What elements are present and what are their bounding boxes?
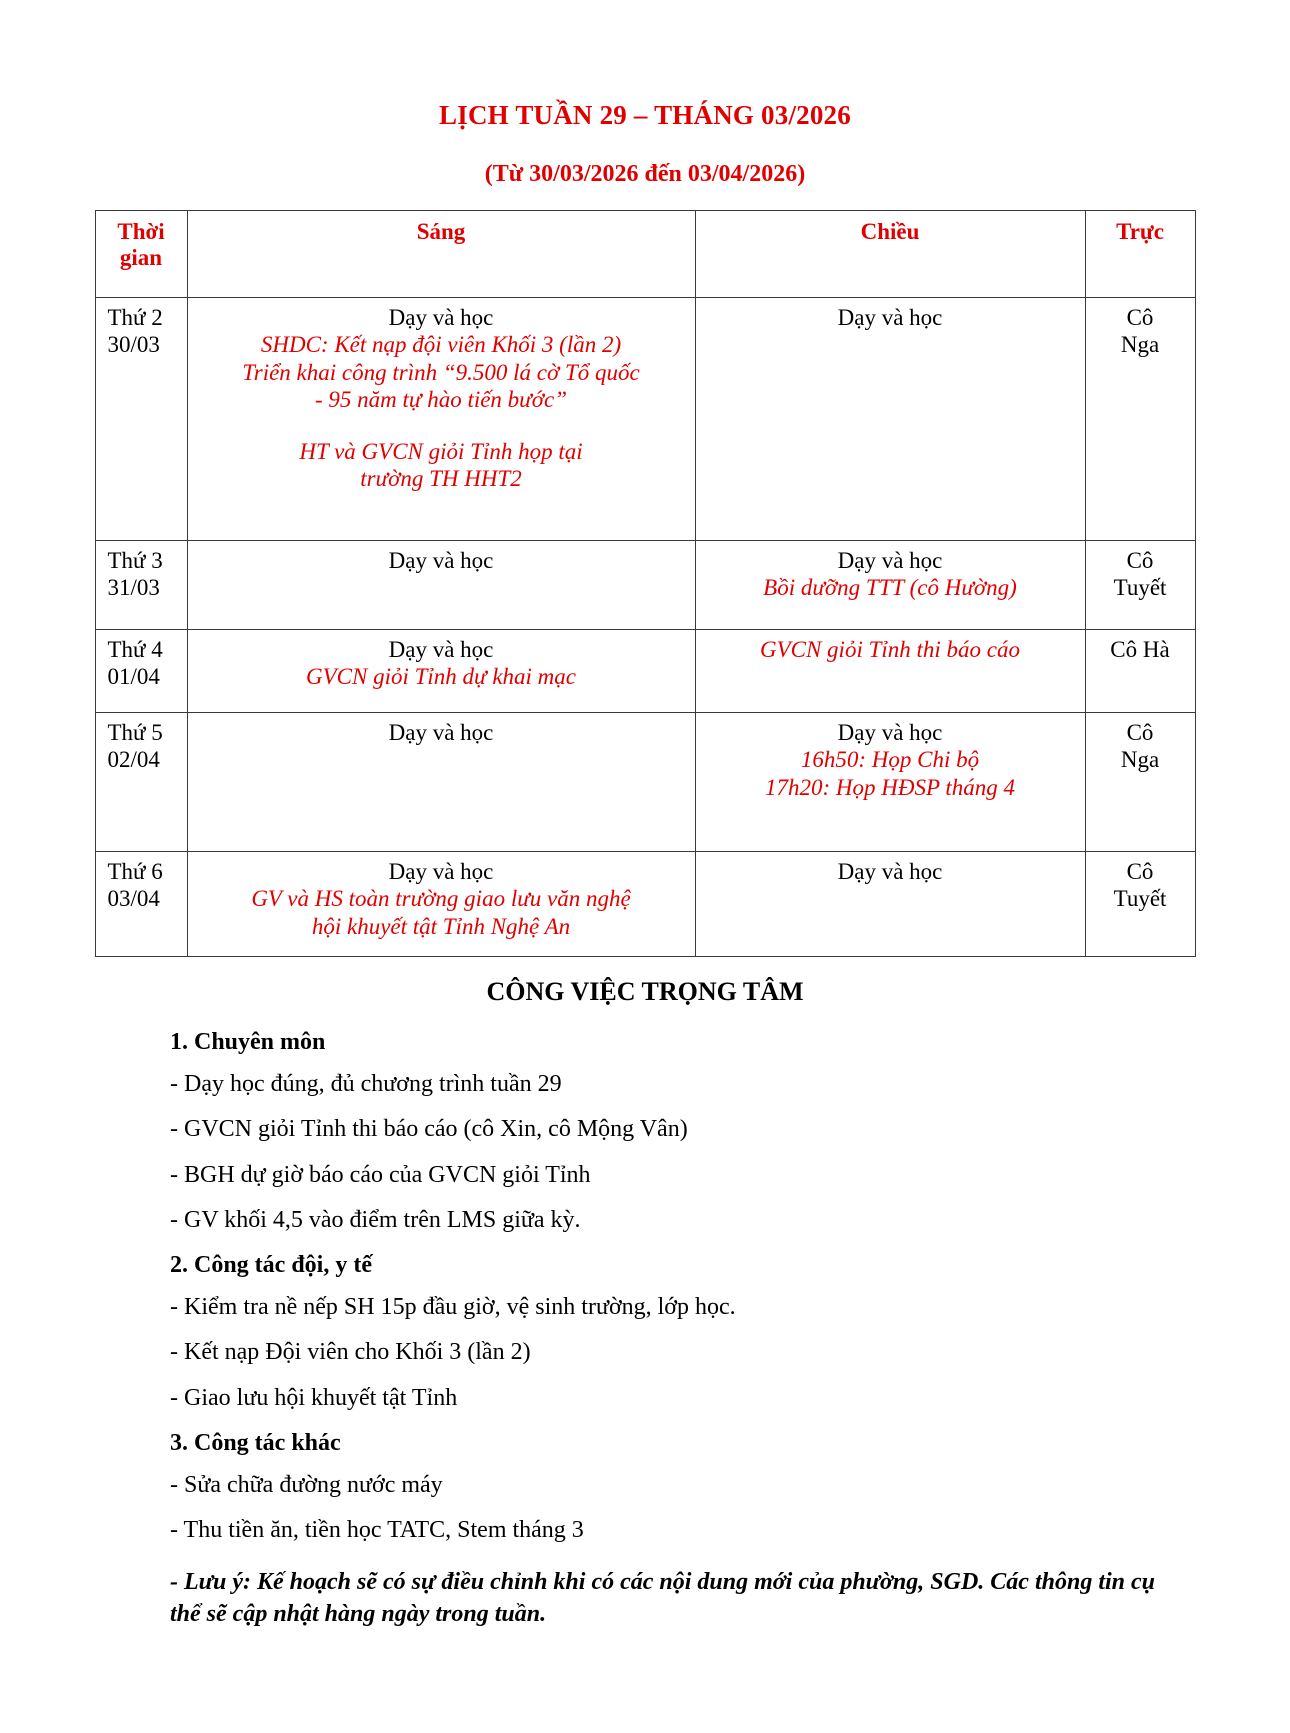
focus-list-item: - BGH dự giờ báo cáo của GVCN giỏi Tỉnh <box>170 1161 591 1188</box>
activity-note: Triển khai công trình “9.500 lá cờ Tổ quốc <box>242 359 640 385</box>
focus-list-item: - Kết nạp Đội viên cho Khối 3 (lần 2) <box>170 1339 531 1366</box>
duty-name-line2: Tuyết <box>1113 886 1167 912</box>
table-row <box>95 851 1195 956</box>
focus-section-heading: 3. Công tác khác <box>170 1429 341 1456</box>
focus-list-item: - GV khối 4,5 vào điểm trên LMS giữa kỳ. <box>170 1207 581 1234</box>
activity-note: 16h50: Họp Chi bộ <box>800 747 980 773</box>
duty-name-line1: Cô <box>1126 547 1154 573</box>
cell-afternoon <box>695 629 1085 712</box>
cell-morning <box>187 712 695 851</box>
cell-day <box>95 712 187 851</box>
page-subtitle: (Từ 30/03/2026 đến 03/04/2026) <box>484 161 806 187</box>
activity-note: - 95 năm tự hào tiến bước” <box>314 387 567 413</box>
table-row <box>95 712 1195 851</box>
activity-plain: Dạy và học <box>388 547 494 573</box>
activity-note: SHDC: Kết nạp đội viên Khối 3 (lần 2) <box>260 332 622 358</box>
activity-plain: Dạy và học <box>388 304 494 330</box>
day-label-line2: 02/04 <box>107 746 160 772</box>
column-header-time-line1: Thời <box>117 219 165 244</box>
duty-name-line1: Cô <box>1126 858 1154 884</box>
focus-section-heading: 1. Chuyên môn <box>170 1028 326 1055</box>
day-label-line1: Thứ 5 <box>107 719 163 745</box>
cell-day <box>95 629 187 712</box>
duty-name-line2: Nga <box>1120 747 1160 773</box>
activity-plain: Dạy và học <box>837 304 943 330</box>
cell-duty <box>1085 297 1195 540</box>
weekly-schedule-table <box>95 210 1196 957</box>
table-header-row <box>95 211 1195 298</box>
focus-list-item: - GVCN giỏi Tỉnh thi báo cáo (cô Xin, cô Mộng Vân) <box>170 1116 688 1143</box>
duty-name-line2: Nga <box>1120 332 1160 358</box>
activity-note: HT và GVCN giỏi Tỉnh họp tại <box>299 438 583 464</box>
cell-morning <box>187 629 695 712</box>
activity-plain: Dạy và học <box>388 858 494 884</box>
day-label-line1: Thứ 6 <box>107 858 163 884</box>
activity-note: GV và HS toàn trường giao lưu văn nghệ <box>251 886 631 912</box>
cell-morning <box>187 851 695 956</box>
page-title: LỊCH TUẦN 29 – THÁNG 03/2026 <box>439 100 851 130</box>
activity-note: Bồi dưỡng TTT (cô Hường) <box>763 575 1017 601</box>
activity-note: GVCN giỏi Tỉnh dự khai mạc <box>305 664 576 690</box>
note-spacer <box>192 414 691 438</box>
duty-name-line1: Cô Hà <box>1110 636 1170 662</box>
cell-day <box>95 851 187 956</box>
activity-plain: Dạy và học <box>388 719 494 745</box>
cell-morning <box>187 297 695 540</box>
activity-note: trường TH HHT2 <box>360 466 522 492</box>
cell-afternoon <box>695 851 1085 956</box>
day-label-line2: 01/04 <box>107 663 160 689</box>
cell-duty <box>1085 540 1195 629</box>
cell-afternoon <box>695 540 1085 629</box>
day-label-line1: Thứ 4 <box>107 636 163 662</box>
cell-day <box>95 297 187 540</box>
day-label-line2: 31/03 <box>107 574 160 600</box>
focus-list-item: - Kiểm tra nề nếp SH 15p đầu giờ, vệ sinh trường, lớp học. <box>170 1293 736 1320</box>
column-header-duty: Trực <box>1085 211 1195 298</box>
activity-note: 17h20: Họp HĐSP tháng 4 <box>764 774 1015 800</box>
duty-name-line1: Cô <box>1126 719 1154 745</box>
cell-morning <box>187 540 695 629</box>
focus-heading: CÔNG VIỆC TRỌNG TÂM <box>486 976 804 1006</box>
column-header-time-line2: gian <box>119 244 163 270</box>
cell-afternoon <box>695 712 1085 851</box>
focus-list-item: - Dạy học đúng, đủ chương trình tuần 29 <box>170 1070 562 1097</box>
focus-sections <box>62 1021 1228 1554</box>
column-header-afternoon: Chiều <box>695 211 1085 298</box>
cell-afternoon <box>695 297 1085 540</box>
activity-note: GVCN giỏi Tỉnh thi báo cáo <box>759 636 1021 662</box>
day-label-line1: Thứ 3 <box>107 547 163 573</box>
table-row <box>95 629 1195 712</box>
duty-name-line2: Tuyết <box>1113 575 1167 601</box>
cell-duty <box>1085 851 1195 956</box>
table-row <box>95 540 1195 629</box>
focus-list-item: - Giao lưu hội khuyết tật Tỉnh <box>170 1385 458 1412</box>
focus-list-item: - Sửa chữa đường nước máy <box>170 1471 443 1498</box>
activity-plain: Dạy và học <box>388 636 494 662</box>
column-header-morning: Sáng <box>187 211 695 298</box>
day-label-line2: 03/04 <box>107 885 160 911</box>
activity-note: hội khuyết tật Tỉnh Nghệ An <box>311 913 571 939</box>
activity-plain: Dạy và học <box>837 719 943 745</box>
cell-duty <box>1085 629 1195 712</box>
activity-plain: Dạy và học <box>837 547 943 573</box>
cell-day <box>95 540 187 629</box>
day-label-line2: 30/03 <box>107 331 160 357</box>
column-header-time <box>95 211 187 298</box>
table-row <box>95 297 1195 540</box>
day-label-line1: Thứ 2 <box>107 304 163 330</box>
closing-note: - Lưu ý: Kế hoạch sẽ có sự điều chỉnh khi có các nội dung mới của phường, SGD. Các thông tin cụ thể sẽ cập nhật hàng ngày trong tuần. <box>170 1568 1155 1628</box>
focus-section-heading: 2. Công tác đội, y tế <box>170 1251 372 1278</box>
duty-name-line1: Cô <box>1126 304 1154 330</box>
focus-list-item: - Thu tiền ăn, tiền học TATC, Stem tháng 3 <box>170 1517 584 1544</box>
cell-duty <box>1085 712 1195 851</box>
activity-plain: Dạy và học <box>837 858 943 884</box>
